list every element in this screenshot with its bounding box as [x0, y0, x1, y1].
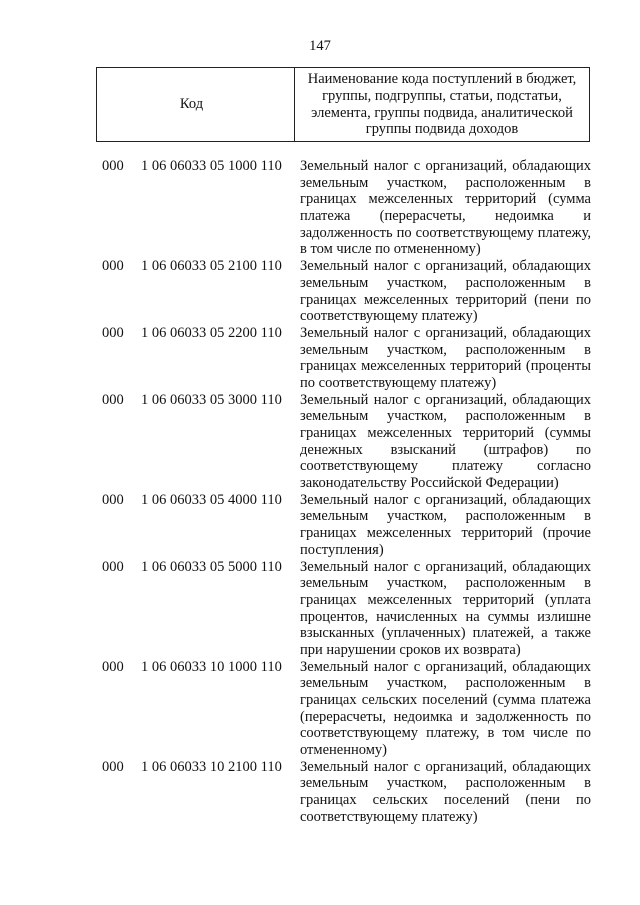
description-line: Земельный налог с организаций, обладающих [300, 258, 591, 275]
description-line: поступления) [300, 541, 384, 558]
description-line: границах сельских поселений (пени по [300, 792, 591, 809]
description-line: земельным участком, расположенным в [300, 408, 591, 425]
description-line: земельным участком, расположенным в [300, 508, 591, 525]
table-row [0, 392, 640, 492]
description-line: Земельный налог с организаций, обладающих [300, 391, 591, 408]
revenue-description [300, 392, 591, 492]
description-line: Земельный налог с организаций, обладающих [300, 324, 591, 341]
description-line: Земельный налог с организаций, обладающих [300, 158, 591, 174]
description-line: (перерасчеты, недоимка и задолженность по [300, 708, 591, 725]
description-line: границах межселенных территорий (прочие [300, 525, 591, 542]
admin-code: 000 [102, 558, 124, 575]
table-row [0, 559, 640, 659]
description-line: Земельный налог с организаций, обладающих [300, 658, 591, 675]
revenue-description [300, 659, 591, 759]
description-line: при нарушении сроков их возврата) [300, 641, 521, 658]
table-row [0, 492, 640, 559]
table-row [0, 325, 640, 392]
description-line: земельным участком, расположенным в [300, 575, 591, 592]
description-line: Земельный налог с организаций, обладающих [300, 558, 591, 575]
description-line: по соответствующему платежу) [300, 374, 497, 391]
description-line: взысканных (уплаченных) платежей, а также [300, 625, 591, 642]
description-line: земельным участком, расположенным в [300, 341, 591, 358]
revenue-code: 1 06 06033 05 2200 110 [141, 324, 282, 341]
description-line: в том числе по отмененному) [300, 241, 481, 258]
description-line: границах межселенных территорий (пени по [300, 291, 591, 308]
description-line: границах межселенных территорий (сумма [300, 191, 591, 208]
description-line: Земельный налог с организаций, обладающих [300, 491, 591, 508]
header-code-cell: Код [97, 68, 295, 141]
revenue-code: 1 06 06033 05 1000 110 [141, 158, 282, 174]
table-row [0, 158, 640, 258]
revenue-code: 1 06 06033 05 2100 110 [141, 258, 282, 275]
description-line: границах межселенных территорий (суммы [300, 425, 591, 441]
admin-code: 000 [102, 491, 124, 508]
revenue-description [300, 258, 591, 325]
revenue-code: 1 06 06033 05 4000 110 [141, 491, 282, 508]
table-header [96, 67, 590, 142]
description-line: отмененному) [300, 742, 387, 759]
description-line: Земельный налог с организаций, обладающих [300, 758, 591, 775]
description-line: соответствующему платежу согласно [300, 458, 591, 475]
revenue-code: 1 06 06033 05 3000 110 [141, 391, 282, 408]
description-line: законодательству Российской Федерации) [300, 475, 559, 492]
admin-code: 000 [102, 324, 124, 341]
revenue-code: 1 06 06033 10 2100 110 [141, 758, 282, 775]
description-line: соответствующему платежу) [300, 308, 478, 325]
header-name-cell: Наименование кода поступлений в бюджет, группы, подгруппы, статьи, подстатьи, элемента, группы подвида, аналитической группы подвида доходов [307, 71, 577, 138]
revenue-description [300, 325, 591, 392]
description-line: задолженность по соответствующему платежу, [300, 224, 591, 241]
revenue-description [300, 492, 591, 559]
description-line: границах межселенных территорий (уплата [300, 591, 591, 608]
revenue-code: 1 06 06033 10 1000 110 [141, 658, 282, 675]
table-row [0, 659, 640, 759]
table-row [0, 258, 640, 325]
description-line: земельным участком, расположенным в [300, 675, 591, 692]
admin-code: 000 [102, 758, 124, 775]
revenue-description [300, 759, 591, 826]
admin-code: 000 [102, 658, 124, 675]
revenue-description [300, 559, 591, 659]
description-line: соответствующему платежу, в том числе по [300, 725, 591, 742]
table-row [0, 759, 640, 826]
admin-code: 000 [102, 158, 124, 174]
description-line: земельным участком, расположенным в [300, 775, 591, 792]
admin-code: 000 [102, 391, 124, 408]
page-number: 147 [309, 38, 331, 54]
description-line: платежа (перерасчеты, недоимка и [300, 208, 591, 225]
description-line: земельным участком, расположенным в [300, 274, 591, 291]
revenue-description [300, 158, 591, 258]
table-body [0, 158, 640, 826]
description-line: процентов, начисленных на суммы излишне [300, 608, 591, 625]
description-line: денежных взысканий (штрафов) по [300, 441, 591, 458]
description-line: соответствующему платежу) [300, 808, 478, 825]
revenue-code: 1 06 06033 05 5000 110 [141, 558, 282, 575]
description-line: земельным участком, расположенным в [300, 174, 591, 191]
description-line: границах сельских поселений (сумма платежа [300, 692, 591, 708]
description-line: границах межселенных территорий (проценты [300, 358, 591, 375]
admin-code: 000 [102, 258, 124, 275]
